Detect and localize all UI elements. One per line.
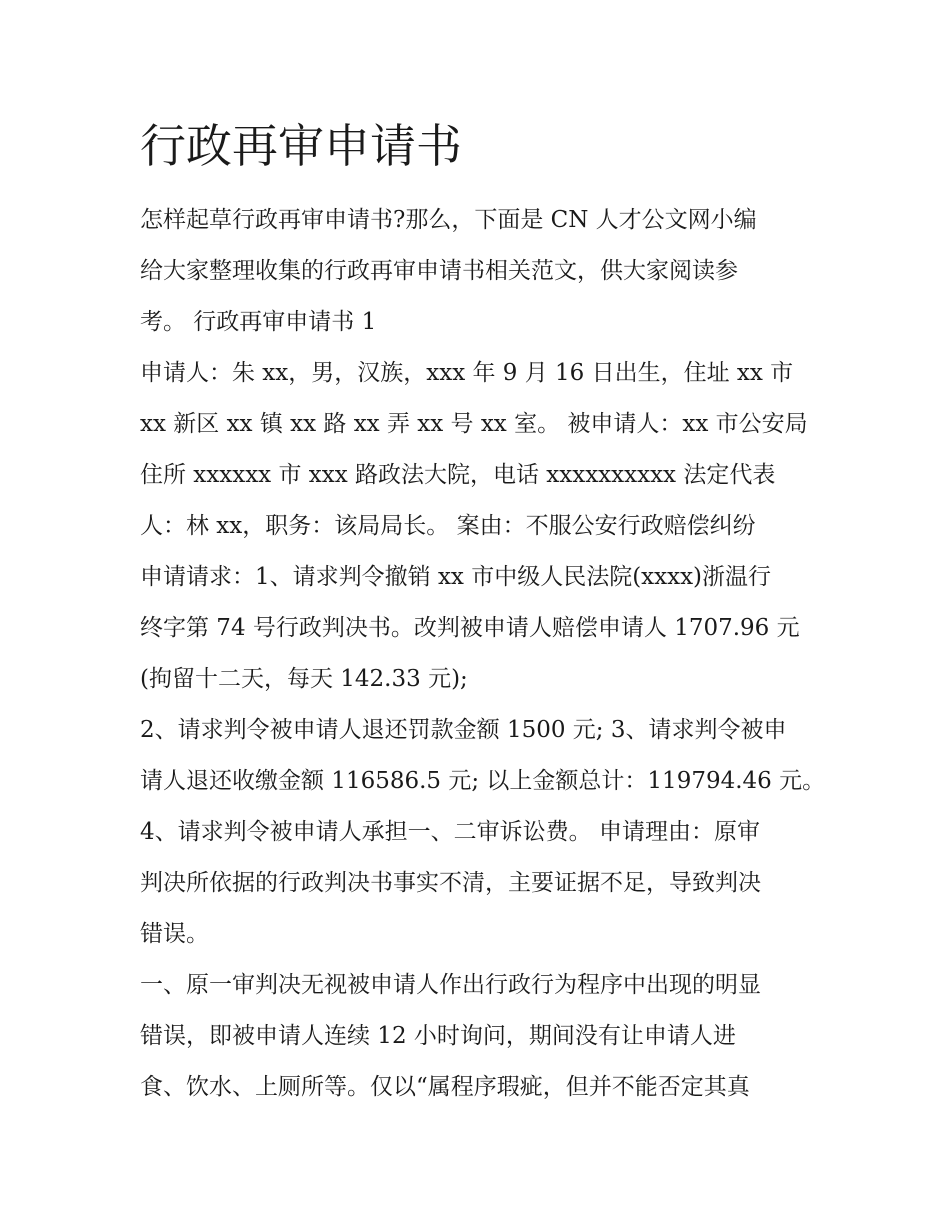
body-line: 错误。 [140, 921, 209, 947]
body-line: 2、请求判令被申请人退还罚款金额 1500 元; 3、请求判令被申 [140, 717, 787, 743]
body-line: 人：林 xx，职务：该局局长。 案由：不服公安行政赔偿纠纷 [140, 513, 756, 539]
body-line: 住所 xxxxxx 市 xxx 路政法大院，电话 xxxxxxxxxx 法定代表 [140, 462, 776, 488]
body-line: 申请人：朱 xx，男，汉族，xxx 年 9 月 16 日出生，住址 xx 市 [140, 360, 794, 386]
body-line: 食、饮水、上厕所等。仅以“属程序瑕疵，但并不能否定其真 [140, 1074, 750, 1100]
body-line: 错误，即被申请人连续 12 小时询问，期间没有让申请人进 [140, 1023, 736, 1049]
body-line: 判决所依据的行政判决书事实不清，主要证据不足，导致判决 [140, 870, 761, 896]
body-line: (拘留十二天，每天 142.33 元); [140, 666, 468, 692]
document-title: 行政再审申请书 [140, 119, 462, 173]
body-line: 请人退还收缴金额 116586.5 元; 以上金额总计：119794.46 元。 [140, 768, 826, 794]
body-line: 给大家整理收集的行政再审申请书相关范文，供大家阅读参 [140, 258, 738, 284]
body-line: 一、原一审判决无视被申请人作出行政行为程序中出现的明显 [140, 972, 761, 998]
body-line: xx 新区 xx 镇 xx 路 xx 弄 xx 号 xx 室。 被申请人：xx 市公安局 [140, 411, 808, 437]
body-line: 考。 行政再审申请书 1 [140, 309, 377, 335]
body-line: 申请请求：1、请求判令撤销 xx 市中级人民法院(xxxx)浙温行 [140, 564, 772, 590]
body-line: 4、请求判令被申请人承担一、二审诉讼费。 申请理由：原审 [140, 819, 760, 845]
body-line: 怎样起草行政再审申请书?那么，下面是 CN 人才公文网小编 [140, 207, 757, 233]
body-line: 终字第 74 号行政判决书。改判被申请人赔偿申请人 1707.96 元 [140, 615, 800, 641]
